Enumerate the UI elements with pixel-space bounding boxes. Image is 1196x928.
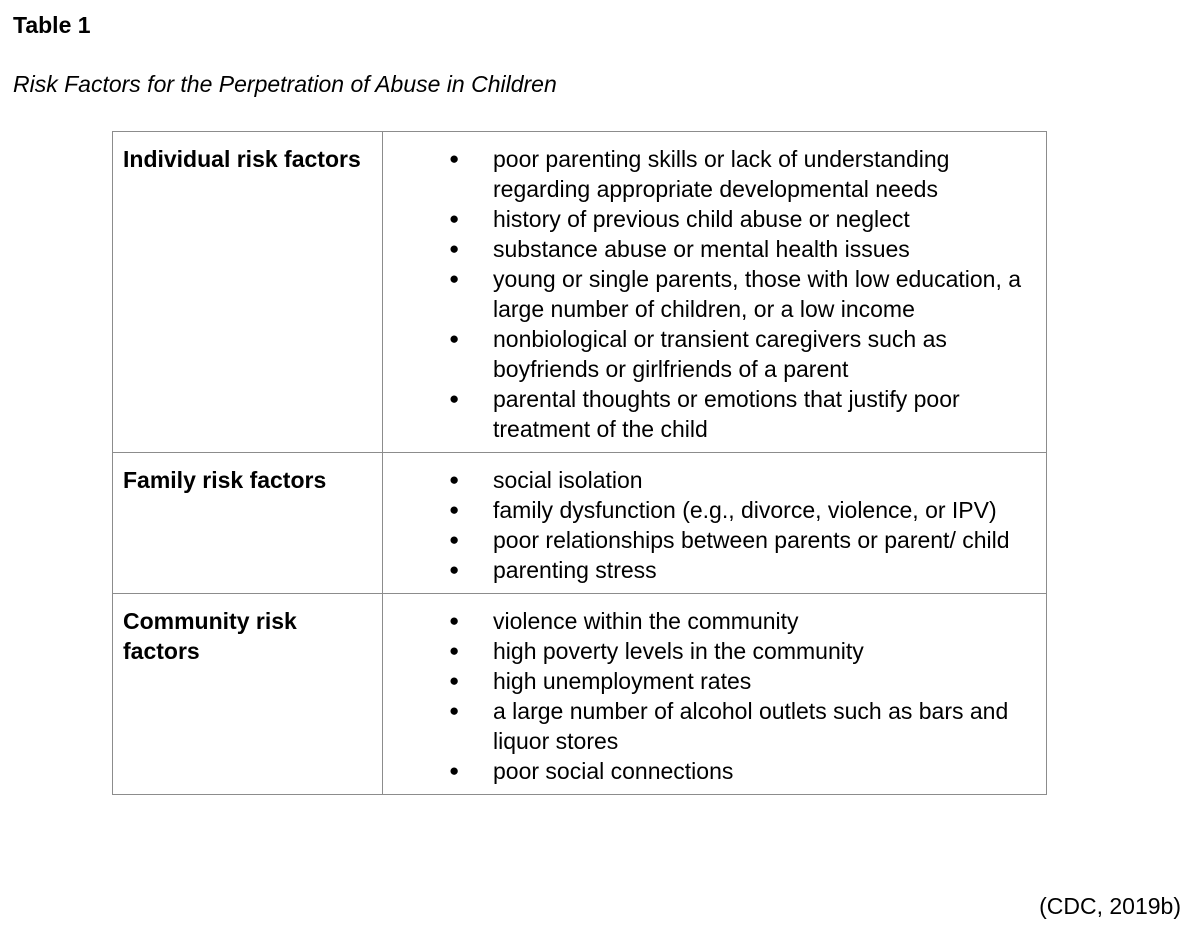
- table-title: Risk Factors for the Perpetration of Abuse in Children: [13, 71, 557, 97]
- list-item: ● nonbiological or transient caregivers such as boyfriends or girlfriends of a parent: [393, 324, 1036, 384]
- list-item: ● social isolation: [393, 465, 1036, 495]
- category-cell: Community risk factors: [113, 594, 383, 795]
- list-item: ● violence within the community: [393, 606, 1036, 636]
- table-row: [113, 594, 1047, 795]
- items-cell: [383, 453, 1047, 594]
- list-item: ● history of previous child abuse or neglect: [393, 204, 1036, 234]
- list-item: ● poor relationships between parents or parent/ child: [393, 525, 1036, 555]
- bullet-list: [393, 144, 1036, 444]
- citation: (CDC, 2019b): [1039, 893, 1181, 919]
- list-item: ● high poverty levels in the community: [393, 636, 1036, 666]
- list-item: ● high unemployment rates: [393, 666, 1036, 696]
- risk-factors-table: [112, 131, 1047, 795]
- items-cell: [383, 594, 1047, 795]
- bullet-list: [393, 465, 1036, 585]
- category-cell: Individual risk factors: [113, 132, 383, 453]
- items-cell: [383, 132, 1047, 453]
- table-row: [113, 132, 1047, 453]
- table-row: [113, 453, 1047, 594]
- list-item: ● poor social connections: [393, 756, 1036, 786]
- category-cell: Family risk factors: [113, 453, 383, 594]
- bullet-list: [393, 606, 1036, 786]
- list-item: ● poor parenting skills or lack of understanding regarding appropriate developmental needs: [393, 144, 1036, 204]
- list-item: ● substance abuse or mental health issues: [393, 234, 1036, 264]
- list-item: ● family dysfunction (e.g., divorce, violence, or IPV): [393, 495, 1036, 525]
- list-item: ● a large number of alcohol outlets such as bars and liquor stores: [393, 696, 1036, 756]
- list-item: ● parenting stress: [393, 555, 1036, 585]
- table-label: Table 1: [13, 12, 91, 38]
- list-item: ● young or single parents, those with low education, a large number of children, or a low income: [393, 264, 1036, 324]
- list-item: ● parental thoughts or emotions that justify poor treatment of the child: [393, 384, 1036, 444]
